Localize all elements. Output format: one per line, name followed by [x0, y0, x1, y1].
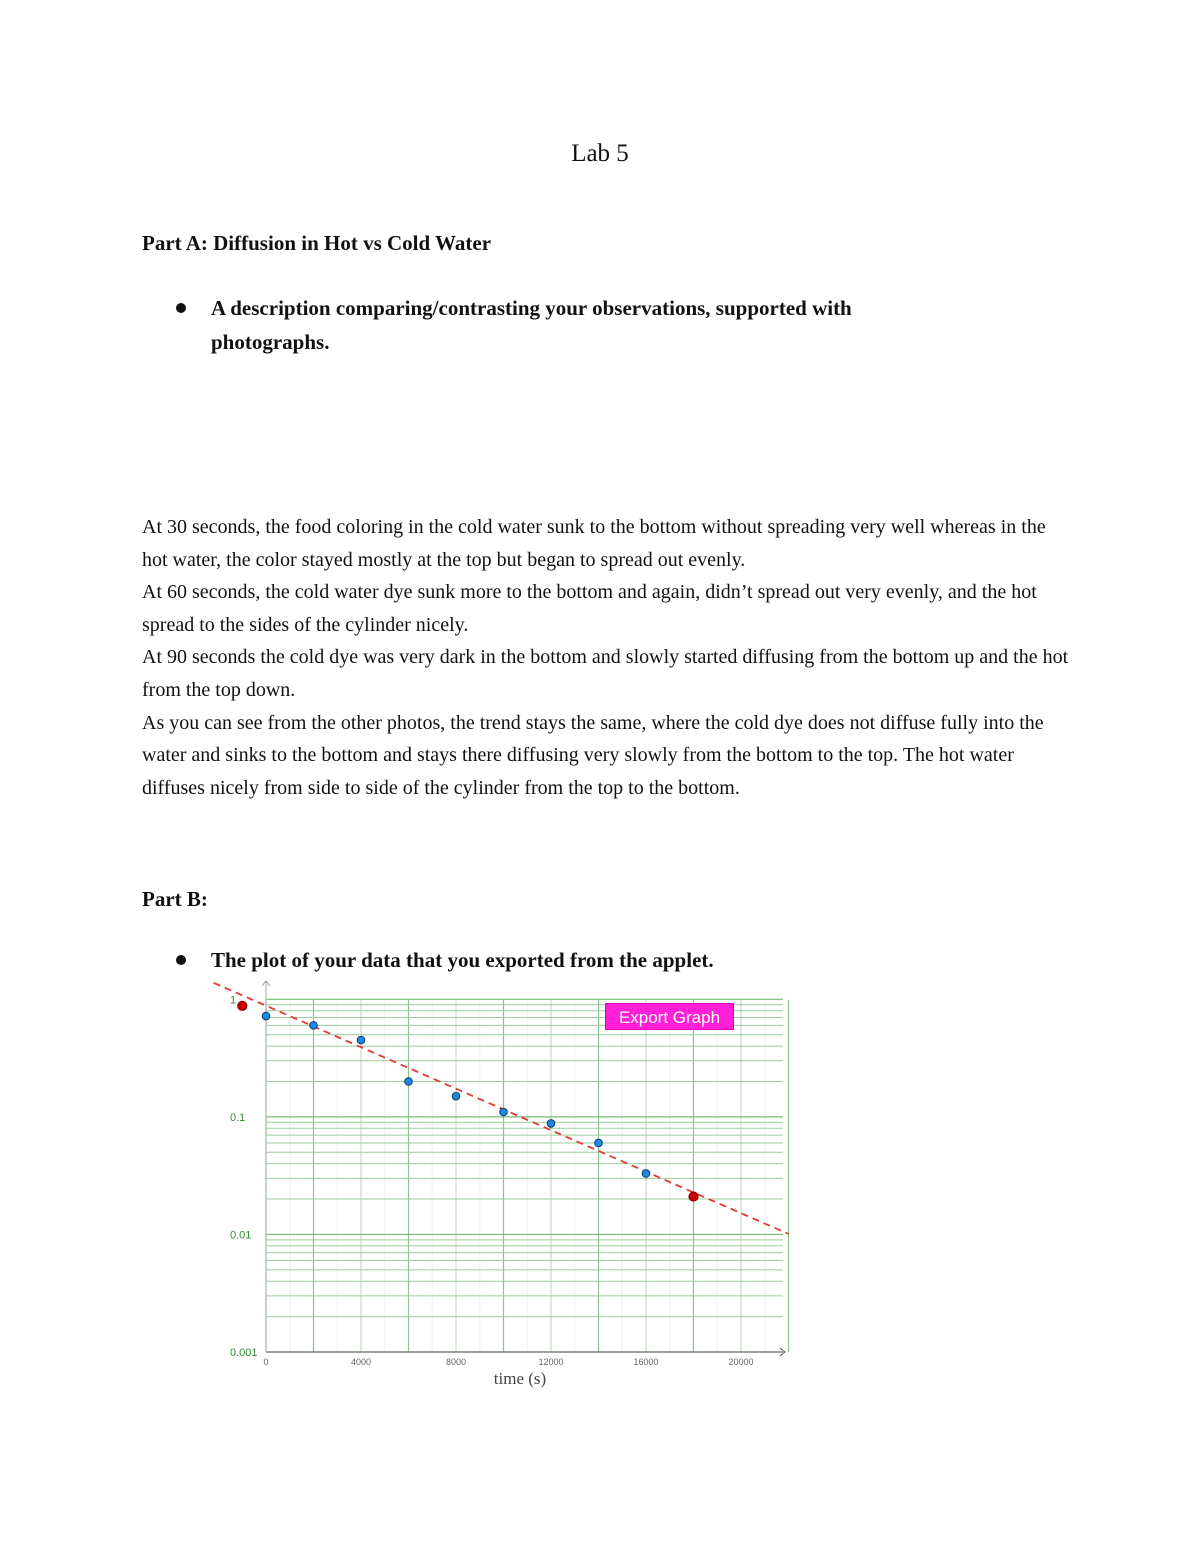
part-a-observations: [142, 511, 1072, 804]
observation-trend: As you can see from the other photos, the trend stays the same, where the cold dye does not diffuse fully into the water and sinks to the bottom and stays there diffusing very slowly from the bottom to the top. The hot water diffuses nicely from side to side of the cylinder from the top to the bottom.: [142, 711, 1044, 799]
diffusion-plot: [200, 978, 800, 1390]
x-tick-label: 8000: [445, 1357, 467, 1367]
data-point: [262, 1012, 270, 1020]
document-title: Lab 5: [571, 140, 629, 167]
fit-handle-point: [238, 1001, 247, 1010]
y-tick-label: 0.01: [230, 1229, 252, 1242]
export-graph-button[interactable]: Export Graph: [605, 1003, 734, 1030]
data-point: [310, 1022, 318, 1030]
part-b-heading: Part B:: [142, 887, 208, 911]
part-b-bullet-icon: [176, 955, 186, 965]
fit-handle-point: [689, 1192, 698, 1201]
part-a-bullet-icon: [176, 303, 186, 313]
x-tick-label: 20000: [728, 1357, 754, 1367]
data-point: [405, 1078, 413, 1086]
observation-30s: At 30 seconds, the food coloring in the cold water sunk to the bottom without spreading very well whereas in the hot water, the color stayed mostly at the top but began to spread out evenly.: [142, 516, 1046, 571]
data-point: [500, 1108, 508, 1116]
x-axis-title: time (s): [493, 1369, 547, 1388]
x-tick-label: 4000: [350, 1357, 372, 1367]
plot-canvas: [200, 978, 800, 1390]
y-tick-label: 0.001: [230, 1347, 258, 1359]
part-b-bullet-text: The plot of your data that you exported from the applet.: [211, 948, 714, 972]
data-point: [595, 1139, 603, 1147]
y-tick-label: 0.1: [230, 1111, 246, 1124]
observation-60s: At 60 seconds, the cold water dye sunk more to the bottom and again, didn’t spread out very evenly, and the hot spread to the sides of the cylinder nicely.: [142, 581, 1037, 636]
y-tick-label: 1: [230, 994, 237, 1007]
data-point: [357, 1036, 365, 1044]
x-tick-label: 12000: [538, 1357, 564, 1367]
part-a-bullet-text: A description comparing/contrasting your observations, supported with photographs.: [211, 296, 852, 354]
x-tick-label: 16000: [633, 1357, 659, 1367]
data-point: [452, 1092, 460, 1100]
observation-90s: At 90 seconds the cold dye was very dark in the bottom and slowly started diffusing from the bottom up and the hot from the top down.: [142, 646, 1069, 701]
data-point: [547, 1120, 555, 1128]
x-tick-label: 0: [263, 1357, 269, 1367]
part-a-heading: Part A: Diffusion in Hot vs Cold Water: [142, 231, 492, 255]
data-point: [642, 1170, 650, 1178]
